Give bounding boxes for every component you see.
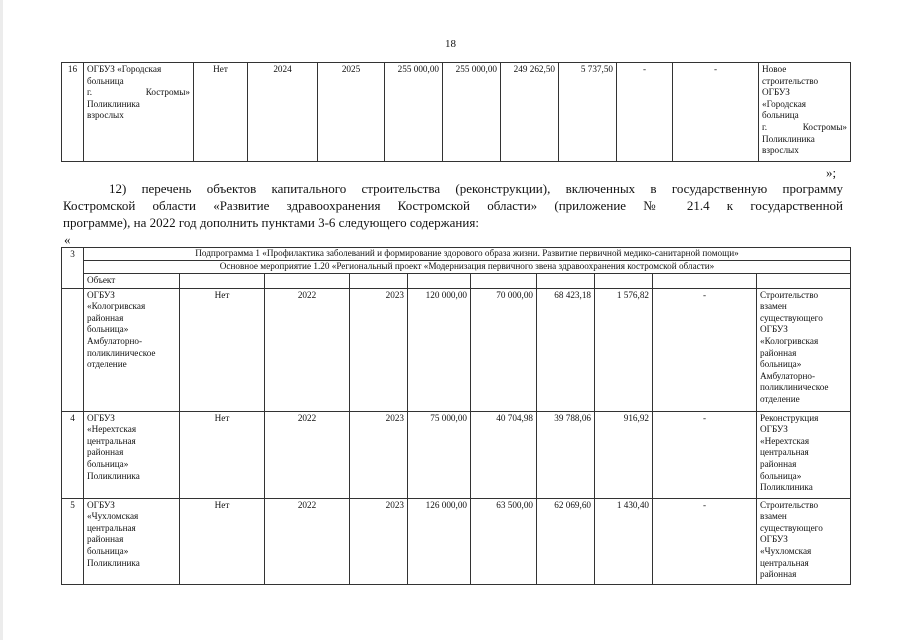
value-other: - <box>653 411 757 498</box>
object-note: Новое строительство ОГБУЗ «Городская больница г. Костромы» Поликлиника взрослых <box>759 63 851 162</box>
value-federal: 68 423,18 <box>537 288 595 411</box>
start-year: 2022 <box>265 288 350 411</box>
value-total: 120 000,00 <box>408 288 471 411</box>
value-limit: 255 000,00 <box>443 63 501 162</box>
start-year: 2022 <box>265 411 350 498</box>
object-note: Строительство взамен существующего ОГБУЗ «Чухломская центральная районная <box>757 498 851 584</box>
value-other: - <box>617 63 673 162</box>
measure-title: Основное мероприятие 1.20 «Региональный проект «Модернизация первичного звена здравоохранения костромской области» <box>84 261 851 274</box>
value-federal: 249 262,50 <box>501 63 559 162</box>
row-number: 3 <box>62 248 84 289</box>
end-year: 2023 <box>350 411 408 498</box>
value-other-2: - <box>673 63 759 162</box>
end-year: 2023 <box>350 498 408 584</box>
design-flag: Нет <box>180 498 265 584</box>
page-number: 18 <box>445 38 456 50</box>
table-row <box>62 498 851 584</box>
table-row <box>62 63 851 162</box>
value-other: - <box>653 498 757 584</box>
main-table <box>61 247 851 585</box>
value-regional: 1 430,40 <box>595 498 653 584</box>
object-name: ОГБУЗ «Кологривская районная больница» Амбулаторно- поликлиническое отделение <box>84 288 180 411</box>
value-limit: 70 000,00 <box>471 288 537 411</box>
object-name: ОГБУЗ «Городская больница г. Костромы» Поликлиника взрослых <box>84 63 194 162</box>
value-other: - <box>653 288 757 411</box>
row-number: 5 <box>62 498 84 584</box>
subprogram-title: Подпрограмма 1 «Профилактика заболеваний и формирование здорового образа жизни. Развитие первичной медико-санитарной помощи» <box>84 248 851 261</box>
subprogram-row <box>62 248 851 261</box>
start-year: 2024 <box>248 63 318 162</box>
design-flag: Нет <box>194 63 248 162</box>
measure-row <box>62 261 851 274</box>
object-label-row <box>62 274 851 289</box>
object-note: Реконструкция ОГБУЗ «Нерехтская центральная районная больница» Поликлиника <box>757 411 851 498</box>
value-federal: 39 788,06 <box>537 411 595 498</box>
end-year: 2025 <box>318 63 385 162</box>
row-number: 4 <box>62 411 84 498</box>
value-limit: 40 704,98 <box>471 411 537 498</box>
table-row <box>62 411 851 498</box>
value-regional: 1 576,82 <box>595 288 653 411</box>
start-year: 2022 <box>265 498 350 584</box>
design-flag: Нет <box>180 288 265 411</box>
value-federal: 62 069,60 <box>537 498 595 584</box>
scan-edge <box>0 0 3 640</box>
row-number: 16 <box>62 63 84 162</box>
value-total: 126 000,00 <box>408 498 471 584</box>
closing-quote-mark: »; <box>826 165 837 180</box>
table-row <box>62 288 851 411</box>
value-regional: 916,92 <box>595 411 653 498</box>
row-number <box>62 288 84 411</box>
top-table <box>61 62 851 162</box>
object-label: Объект <box>84 274 180 289</box>
amendment-paragraph: 12) перечень объектов капитального строительства (реконструкции), включенных в государственную программу Костромской области «Развитие здравоохранения Костромской области» (приложение № 21.4 к государственной программе), на 2022 год дополнить пунктами 3-6 следующего содержания: <box>63 181 843 230</box>
object-note: Строительство взамен существующего ОГБУЗ «Кологривская районная больница» Амбулаторно- поликлиническое отделение <box>757 288 851 411</box>
object-name: ОГБУЗ «Чухломская центральная районная больница» Поликлиника <box>84 498 180 584</box>
value-total: 75 000,00 <box>408 411 471 498</box>
value-limit: 63 500,00 <box>471 498 537 584</box>
design-flag: Нет <box>180 411 265 498</box>
object-name: ОГБУЗ «Нерехтская центральная районная больница» Поликлиника <box>84 411 180 498</box>
end-year: 2023 <box>350 288 408 411</box>
value-total: 255 000,00 <box>385 63 443 162</box>
value-regional: 5 737,50 <box>559 63 617 162</box>
opening-quote-mark: « <box>64 232 71 247</box>
